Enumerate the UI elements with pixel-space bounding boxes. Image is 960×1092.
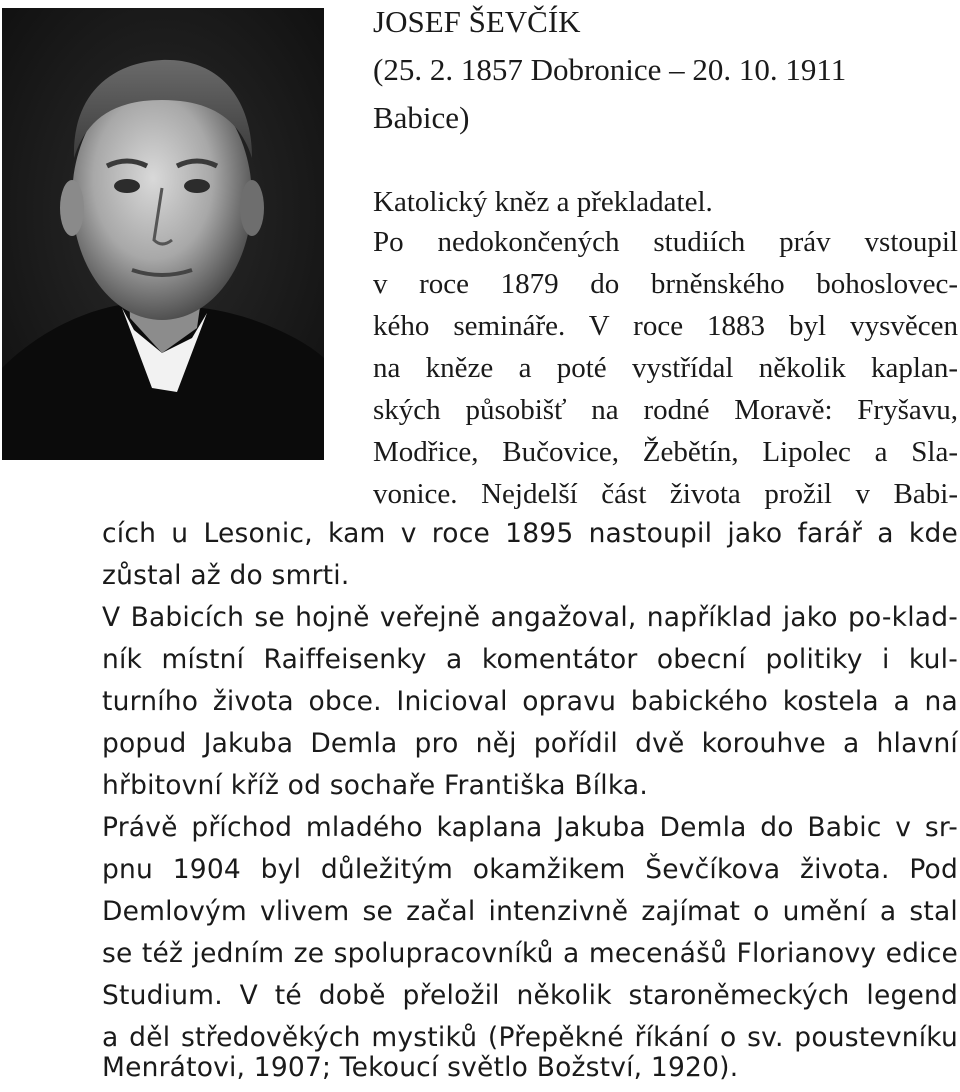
intro-line: kého semináře. V roce 1883 byl vysvěcen (373, 310, 958, 342)
intro-title: Katolický kněz a překladatel. (373, 186, 713, 218)
body-line: ník místní Raiffeisenky a komentátor obecní politiky i kul- (102, 644, 958, 675)
intro-line: na kněze a poté vystřídal několik kaplan- (373, 352, 958, 384)
body-line: hřbitovní kříž od sochaře Františka Bílka. (102, 770, 648, 801)
intro-line: vonice. Nejdelší část života prožil v Babi- (373, 478, 958, 510)
life-dates-continued: Babice) (373, 100, 470, 135)
body-line: popud Jakuba Demla pro něj pořídil dvě korouhve a hlavní (102, 728, 958, 759)
body-line: Menrátovi, 1907; Tekoucí světlo Božství, 1920). (102, 1052, 739, 1083)
body-line: pnu 1904 byl důležitým okamžikem Ševčíkova života. Pod (102, 854, 958, 885)
body-line: Právě příchod mladého kaplana Jakuba Demla do Babic v sr- (102, 812, 958, 843)
body-line: V Babicích se hojně veřejně angažoval, například jako po-klad- (102, 602, 958, 633)
life-dates: (25. 2. 1857 Dobronice – 20. 10. 1911 (373, 52, 847, 87)
body-line: Studium. V té době přeložil několik staroněmeckých legend (102, 980, 958, 1011)
intro-line: v roce 1879 do brněnského bohoslovec- (373, 268, 958, 300)
body-line: turního života obce. Inicioval opravu babického kostela a na (102, 686, 958, 717)
person-name: JOSEF ŠEVČÍK (373, 4, 581, 39)
body-line: Demlovým vlivem se začal intenzivně zajímat o umění a stal (102, 896, 958, 927)
intro-line: Po nedokončených studiích práv vstoupil (373, 226, 958, 258)
intro-line: ských působišť na rodné Moravě: Fryšavu, (373, 394, 958, 426)
body-line: se též jedním ze spolupracovníků a mecenášů Florianovy edice (102, 938, 958, 969)
intro-line: Modřice, Bučovice, Žebětín, Lipolec a Sla- (373, 436, 958, 468)
body-line: cích u Lesonic, kam v roce 1895 nastoupil jako farář a kde (102, 518, 958, 549)
portrait-photo (2, 8, 324, 460)
body-line: zůstal až do smrti. (102, 560, 350, 591)
body-line: a děl středověkých mystiků (Přepěkné říkání o sv. poustevníku (102, 1022, 958, 1053)
